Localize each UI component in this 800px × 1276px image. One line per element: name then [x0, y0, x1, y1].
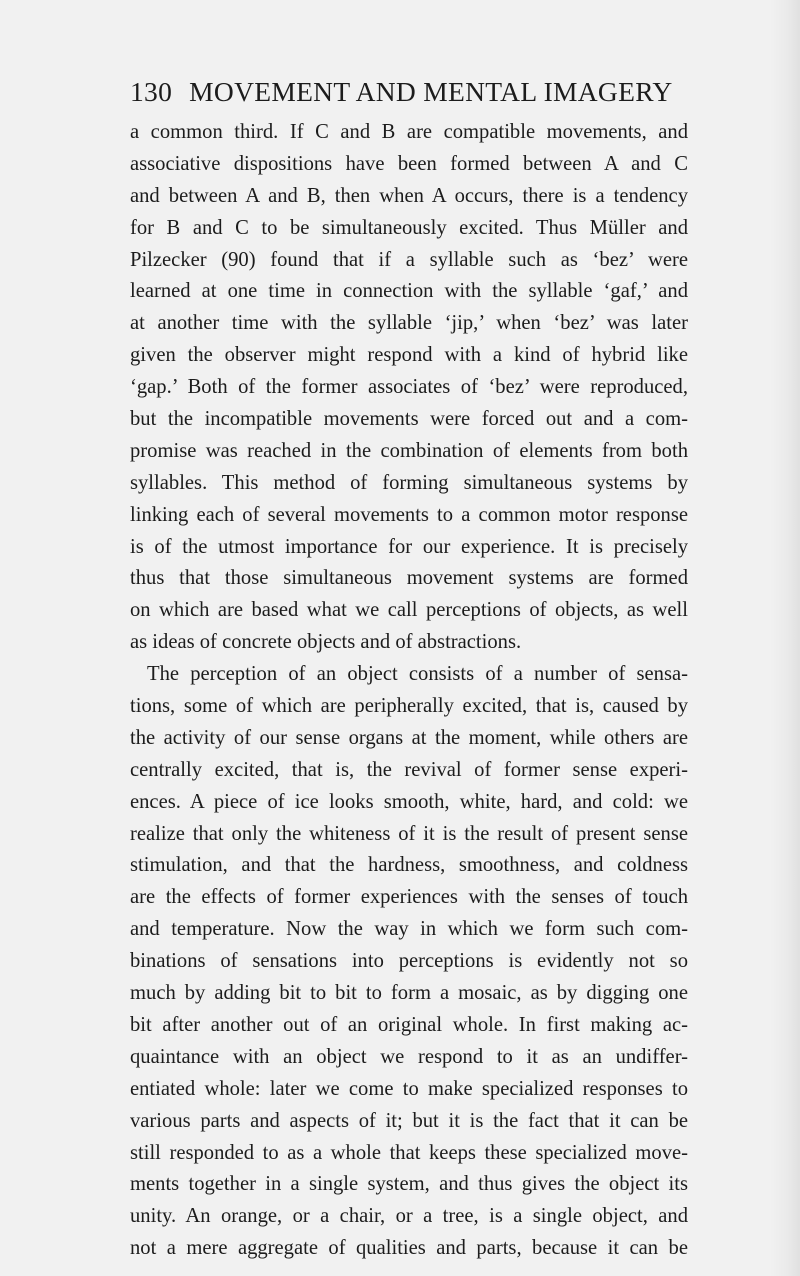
text-line: at another time with the syllable ‘jip,’ when ‘bez’ was later — [130, 312, 688, 335]
text-line: realize that only the whiteness of it is the result of present sense — [130, 822, 688, 845]
text-line: given the observer might respond with a kind of hybrid like — [130, 344, 688, 367]
running-head — [130, 76, 690, 116]
text-line: entiated whole: later we come to make specialized responses to — [130, 1077, 688, 1100]
text-line: centrally excited, that is, the revival of former sense experi- — [130, 758, 688, 781]
text-line: on which are based what we call perceptions of objects, as well — [130, 599, 688, 622]
text-line: quaintance with an object we respond to it as an undiffer- — [130, 1045, 688, 1068]
text-line: and between A and B, then when A occurs, there is a tendency — [130, 184, 688, 207]
text-line: ‘gap.’ Both of the former associates of ‘bez’ were reproduced, — [130, 376, 688, 399]
text-line: as ideas of concrete objects and of abstractions. — [130, 631, 522, 654]
text-line: various parts and aspects of it; but it is the fact that it can be — [130, 1109, 688, 1132]
text-line: still responded to as a whole that keeps these specialized move- — [130, 1141, 688, 1164]
page-edge-shadow — [770, 0, 800, 1276]
page-number: 130 — [130, 76, 173, 107]
running-title: MOVEMENT AND MENTAL IMAGERY — [189, 76, 673, 107]
text-line: The perception of an object consists of a number of sensa- — [147, 663, 688, 686]
text-line: ments together in a single system, and thus gives the object its — [130, 1173, 688, 1196]
text-line: tions, some of which are peripherally excited, that is, caused by — [130, 695, 688, 718]
text-line: are the effects of former experiences with the senses of touch — [130, 886, 688, 909]
text-line: a common third. If C and B are compatible movements, and — [130, 121, 688, 143]
body-text — [130, 117, 688, 1265]
text-line: thus that those simultaneous movement systems are formed — [130, 567, 688, 590]
text-line: promise was reached in the combination of elements from both — [130, 439, 688, 462]
text-line: binations of sensations into perceptions is evidently not so — [130, 950, 688, 973]
text-line: but the incompatible movements were forced out and a com- — [130, 408, 688, 431]
text-line: not a mere aggregate of qualities and parts, because it can be — [130, 1237, 688, 1260]
text-line: unity. An orange, or a chair, or a tree, is a single object, and — [130, 1205, 688, 1228]
text-line: associative dispositions have been formed between A and C — [130, 152, 688, 175]
text-line: is of the utmost importance for our experience. It is precisely — [130, 535, 688, 558]
text-line: bit after another out of an original whole. In first making ac- — [130, 1013, 688, 1036]
text-line: much by adding bit to bit to form a mosaic, as by digging one — [130, 982, 688, 1005]
text-line: linking each of several movements to a common motor response — [130, 503, 688, 526]
text-line: for B and C to be simultaneously excited. Thus Müller and — [130, 216, 688, 239]
text-line: learned at one time in connection with the syllable ‘gaf,’ and — [130, 280, 688, 303]
text-line: the activity of our sense organs at the moment, while others are — [130, 726, 688, 749]
text-line: syllables. This method of forming simultaneous systems by — [130, 471, 688, 494]
text-line: and temperature. Now the way in which we form such com- — [130, 918, 688, 941]
text-line: ences. A piece of ice looks smooth, white, hard, and cold: we — [130, 790, 688, 813]
text-line: stimulation, and that the hardness, smoothness, and coldness — [130, 854, 688, 877]
text-line: Pilzecker (90) found that if a syllable such as ‘bez’ were — [130, 248, 688, 271]
